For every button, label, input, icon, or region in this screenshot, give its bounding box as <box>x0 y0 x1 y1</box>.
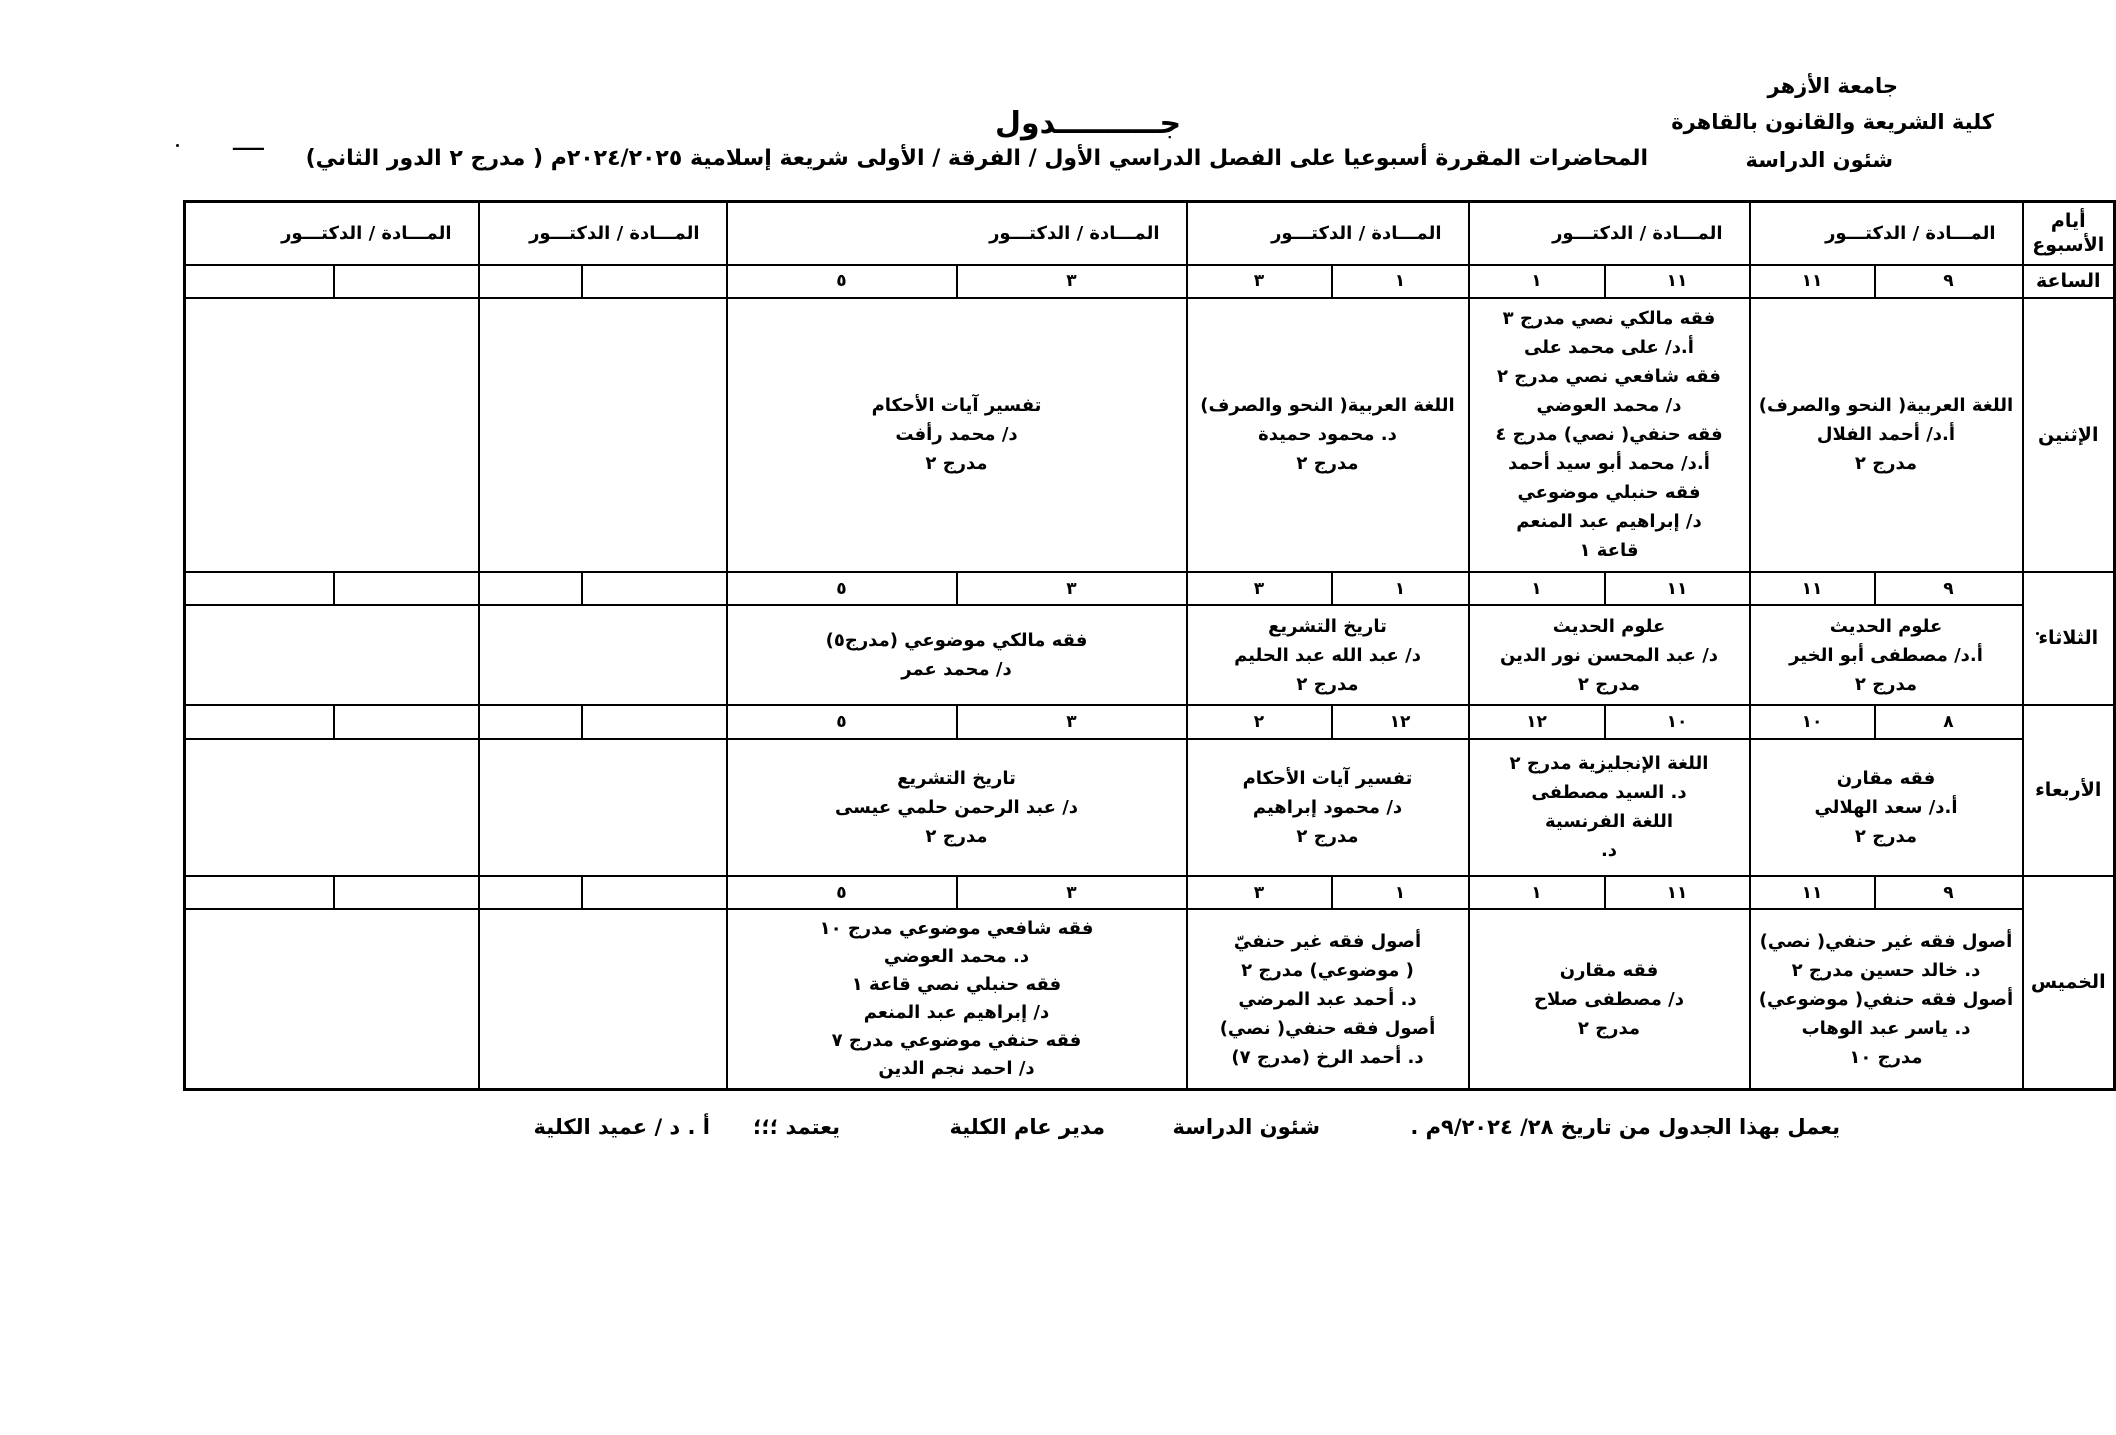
time-row <box>185 265 2115 299</box>
session-line: د/ إبراهيم عبد المنعم <box>863 1002 1050 1024</box>
session-line: ( موضوعي) مدرج ٢ <box>1241 959 1414 981</box>
faculty-name: كلية الشريعة والقانون بالقاهرة <box>1671 110 1994 134</box>
time-slot <box>479 572 582 606</box>
session-line: د/ عبد الله عبد الحليم <box>1234 644 1421 666</box>
session-line: علوم الحديث <box>1552 615 1666 637</box>
session-line: أصول فقه غير حنفيّ <box>1233 930 1422 952</box>
session-line: أصول فقه غير حنفي( نصي) <box>1759 930 2013 952</box>
session-line: د/ عبد الرحمن حلمي عيسى <box>834 796 1079 818</box>
header-row <box>185 202 2115 265</box>
session-line: د/ محمد رأفت <box>895 424 1018 446</box>
session-line: فقه مقارن <box>1559 959 1659 981</box>
time-slot: ١ <box>1469 265 1605 299</box>
session-cell <box>1187 909 1469 1089</box>
time-slot <box>185 876 334 910</box>
session-cell <box>1750 605 2023 705</box>
session-line: أ.د/ محمد أبو سيد أحمد <box>1508 453 1710 475</box>
session-line: تاريخ التشريع <box>1268 615 1387 637</box>
time-slot: ١ <box>1332 572 1469 606</box>
time-slot: ١ <box>1469 572 1605 606</box>
time-slot: ٢ <box>1187 705 1332 739</box>
time-slot: ١١ <box>1605 265 1750 299</box>
session-line: د. محمد العوضي <box>883 946 1030 968</box>
session-line: د/ إبراهيم عبد المنعم <box>1516 511 1702 533</box>
time-slot: ١١ <box>1750 265 1875 299</box>
column-header: المـــادة / الدكتـــور <box>1469 202 1750 265</box>
effective-date: يعمل بهذا الجدول من تاريخ ٢٨/ ٩/٢٠٢٤م . <box>1410 1115 1840 1139</box>
session-cell <box>727 298 1187 572</box>
time-slot: ٩ <box>1875 572 2023 606</box>
session-line: د. <box>1600 840 1618 862</box>
time-slot <box>334 265 479 299</box>
session-line: د. ياسر عبد الوهاب <box>1801 1017 1971 1039</box>
time-slot <box>334 876 479 910</box>
session-cell <box>1187 298 1469 572</box>
time-slot: ٣ <box>1187 876 1332 910</box>
session-line: د. أحمد الرخ (مدرج ٧) <box>1231 1046 1424 1068</box>
session-cell <box>1750 298 2023 572</box>
session-line: أ.د/ على محمد على <box>1524 337 1694 359</box>
time-slot <box>582 705 727 739</box>
session-line: فقه شافعي نصي مدرج ٢ <box>1497 366 1721 388</box>
session-line: أصول فقه حنفي( موضوعي) <box>1758 988 2014 1010</box>
session-line: مدرج ٢ <box>925 825 988 847</box>
session-line: اللغة الإنجليزية مدرج ٢ <box>1509 753 1709 775</box>
session-cell <box>1469 909 1750 1089</box>
session-line: تفسير آيات الأحكام <box>1242 767 1413 789</box>
time-slot: ١ <box>1332 876 1469 910</box>
session-cell <box>727 909 1187 1089</box>
time-slot <box>582 876 727 910</box>
time-slot: ١٢ <box>1332 705 1469 739</box>
time-slot <box>582 265 727 299</box>
session-line: د/ محمد عمر <box>901 659 1012 681</box>
session-line: تفسير آيات الأحكام <box>871 395 1042 417</box>
time-row <box>185 876 2115 910</box>
session-cell <box>1187 605 1469 705</box>
session-line: مدرج ١٠ <box>1849 1046 1923 1068</box>
time-slot: ١ <box>1332 265 1469 299</box>
time-slot <box>582 572 727 606</box>
session-cell <box>1469 739 1750 876</box>
university-name: جامعة الأزهر <box>1767 74 1898 98</box>
time-slot: ٥ <box>727 705 957 739</box>
hour-label: الساعة <box>2023 265 2115 299</box>
session-cell <box>1750 909 2023 1089</box>
session-line: د/ مصطفى صلاح <box>1534 988 1684 1010</box>
session-cell <box>185 298 479 572</box>
session-cell <box>1187 739 1469 876</box>
time-slot: ١١ <box>1605 572 1750 606</box>
session-line: فقه حنبلي نصي قاعة ١ <box>851 974 1062 996</box>
session-line: مدرج ٢ <box>925 453 988 475</box>
scan-speck <box>176 144 179 147</box>
day-label: الخميس <box>2023 876 2115 1090</box>
session-line: فقه شافعي موضوعي مدرج ١٠ <box>819 918 1094 940</box>
time-slot: ٣ <box>1187 265 1332 299</box>
time-slot: ٣ <box>957 705 1187 739</box>
time-row <box>185 705 2115 739</box>
title-tail: ـــــ <box>233 134 264 155</box>
time-slot <box>334 705 479 739</box>
session-line: مدرج ٢ <box>1296 453 1359 475</box>
session-line: اللغة العربية( النحو والصرف) <box>1200 395 1455 417</box>
footer-affairs: شئون الدراسة <box>1172 1115 1320 1139</box>
day-label: الإثنين <box>2023 298 2115 572</box>
session-cell <box>479 605 727 705</box>
session-row <box>185 909 2115 1089</box>
session-cell <box>479 298 727 572</box>
page-title: جــــــــــدول <box>995 106 1182 141</box>
schedule-subtitle: المحاضرات المقررة أسبوعيا على الفصل الدراسي الأول / الفرقة / الأولى شريعة إسلامية ٢٠٢٤/٢٠٢٥م ( مدرج ٢ الدور الثاني) <box>305 146 1648 171</box>
time-slot: ١١ <box>1750 572 1875 606</box>
time-slot: ٥ <box>727 265 957 299</box>
time-slot: ٣ <box>957 876 1187 910</box>
time-slot: ١٠ <box>1750 705 1875 739</box>
session-line: د. خالد حسين مدرج ٢ <box>1791 959 1981 981</box>
session-line: مدرج ٢ <box>1577 1017 1641 1039</box>
session-line: فقه حنفي موضوعي مدرج ٧ <box>831 1030 1082 1052</box>
column-header: المـــادة / الدكتـــور <box>185 202 479 265</box>
column-header: المـــادة / الدكتـــور <box>1750 202 2023 265</box>
session-line: اللغة الفرنسية <box>1544 811 1674 833</box>
session-line: أ.د/ مصطفى أبو الخير <box>1789 644 1983 666</box>
session-line: د. محمود حميدة <box>1258 424 1397 446</box>
session-cell <box>727 605 1187 705</box>
session-line: مدرج ٢ <box>1577 673 1641 695</box>
time-slot: ٩ <box>1875 876 2023 910</box>
session-line: مدرج ٢ <box>1854 825 1918 847</box>
session-cell <box>1469 298 1750 572</box>
session-line: د. السيد مصطفى <box>1531 782 1687 804</box>
session-line: مدرج ٢ <box>1854 453 1918 475</box>
session-cell <box>727 739 1187 876</box>
schedule-table <box>183 200 2116 1091</box>
session-line: علوم الحديث <box>1829 615 1943 637</box>
time-row <box>185 572 2115 606</box>
time-slot: ٣ <box>1187 572 1332 606</box>
session-line: فقه مالكي نصي مدرج ٣ <box>1502 308 1716 330</box>
footer <box>320 1115 1840 1155</box>
time-slot: ٥ <box>727 572 957 606</box>
session-line: د. أحمد عبد المرضي <box>1238 988 1417 1010</box>
time-slot: ١١ <box>1750 876 1875 910</box>
time-slot: ٨ <box>1875 705 2023 739</box>
session-line: تاريخ التشريع <box>897 767 1016 789</box>
session-line: مدرج ٢ <box>1296 673 1359 695</box>
time-slot: ٣ <box>957 265 1187 299</box>
time-slot <box>479 876 582 910</box>
time-slot <box>479 265 582 299</box>
session-row <box>185 605 2115 705</box>
session-line: قاعة ١ <box>1579 540 1639 562</box>
day-label: الأربعاء <box>2023 705 2115 876</box>
session-line: د/ محمود إبراهيم <box>1252 796 1403 818</box>
session-cell <box>185 909 479 1089</box>
footer-director: مدير عام الكلية <box>949 1115 1105 1139</box>
column-header: المـــادة / الدكتـــور <box>727 202 1187 265</box>
session-line: أ.د/ أحمد الفلال <box>1816 424 1956 446</box>
session-cell <box>185 605 479 705</box>
time-slot: ٩ <box>1875 265 2023 299</box>
affairs-label: شئون الدراسة <box>1745 148 1893 172</box>
session-line: د/ عبد المحسن نور الدين <box>1499 644 1719 666</box>
time-slot: ٣ <box>957 572 1187 606</box>
session-cell <box>1750 739 2023 876</box>
footer-dean: أ . د / عميد الكلية <box>533 1115 710 1139</box>
session-line: فقه حنفي( نصي) مدرج ٤ <box>1495 424 1723 446</box>
session-line: أصول فقه حنفي( نصي) <box>1219 1017 1436 1039</box>
day-label: الثلاثاء <box>2023 572 2115 705</box>
session-line: فقه مالكي موضوعي (مدرج٥) <box>825 630 1088 652</box>
session-line: أ.د/ سعد الهلالي <box>1814 796 1958 818</box>
session-cell <box>1469 605 1750 705</box>
time-slot: ١ <box>1469 876 1605 910</box>
time-slot <box>185 705 334 739</box>
session-line: فقه مقارن <box>1836 767 1936 789</box>
session-line: اللغة العربية( النحو والصرف) <box>1758 395 2014 417</box>
time-slot <box>185 265 334 299</box>
session-line: مدرج ٢ <box>1854 673 1918 695</box>
session-line: د/ احمد نجم الدين <box>878 1058 1035 1080</box>
session-cell <box>479 909 727 1089</box>
session-line: مدرج ٢ <box>1296 825 1359 847</box>
column-header: المـــادة / الدكتـــور <box>1187 202 1469 265</box>
time-slot <box>185 572 334 606</box>
session-line: د/ محمد العوضي <box>1536 395 1682 417</box>
time-slot: ١٠ <box>1605 705 1750 739</box>
session-cell <box>185 739 479 876</box>
time-slot <box>479 705 582 739</box>
session-row <box>185 739 2115 876</box>
session-row <box>185 298 2115 572</box>
corner-header: أيام الأسبوع <box>2023 202 2115 265</box>
time-slot: ١١ <box>1605 876 1750 910</box>
session-line: فقه حنبلي موضوعي <box>1517 482 1701 504</box>
time-slot: ٥ <box>727 876 957 910</box>
column-header: المـــادة / الدكتـــور <box>479 202 727 265</box>
session-cell <box>479 739 727 876</box>
time-slot <box>334 572 479 606</box>
time-slot: ١٢ <box>1469 705 1605 739</box>
footer-approve: يعتمد ؛؛؛ <box>752 1115 840 1139</box>
